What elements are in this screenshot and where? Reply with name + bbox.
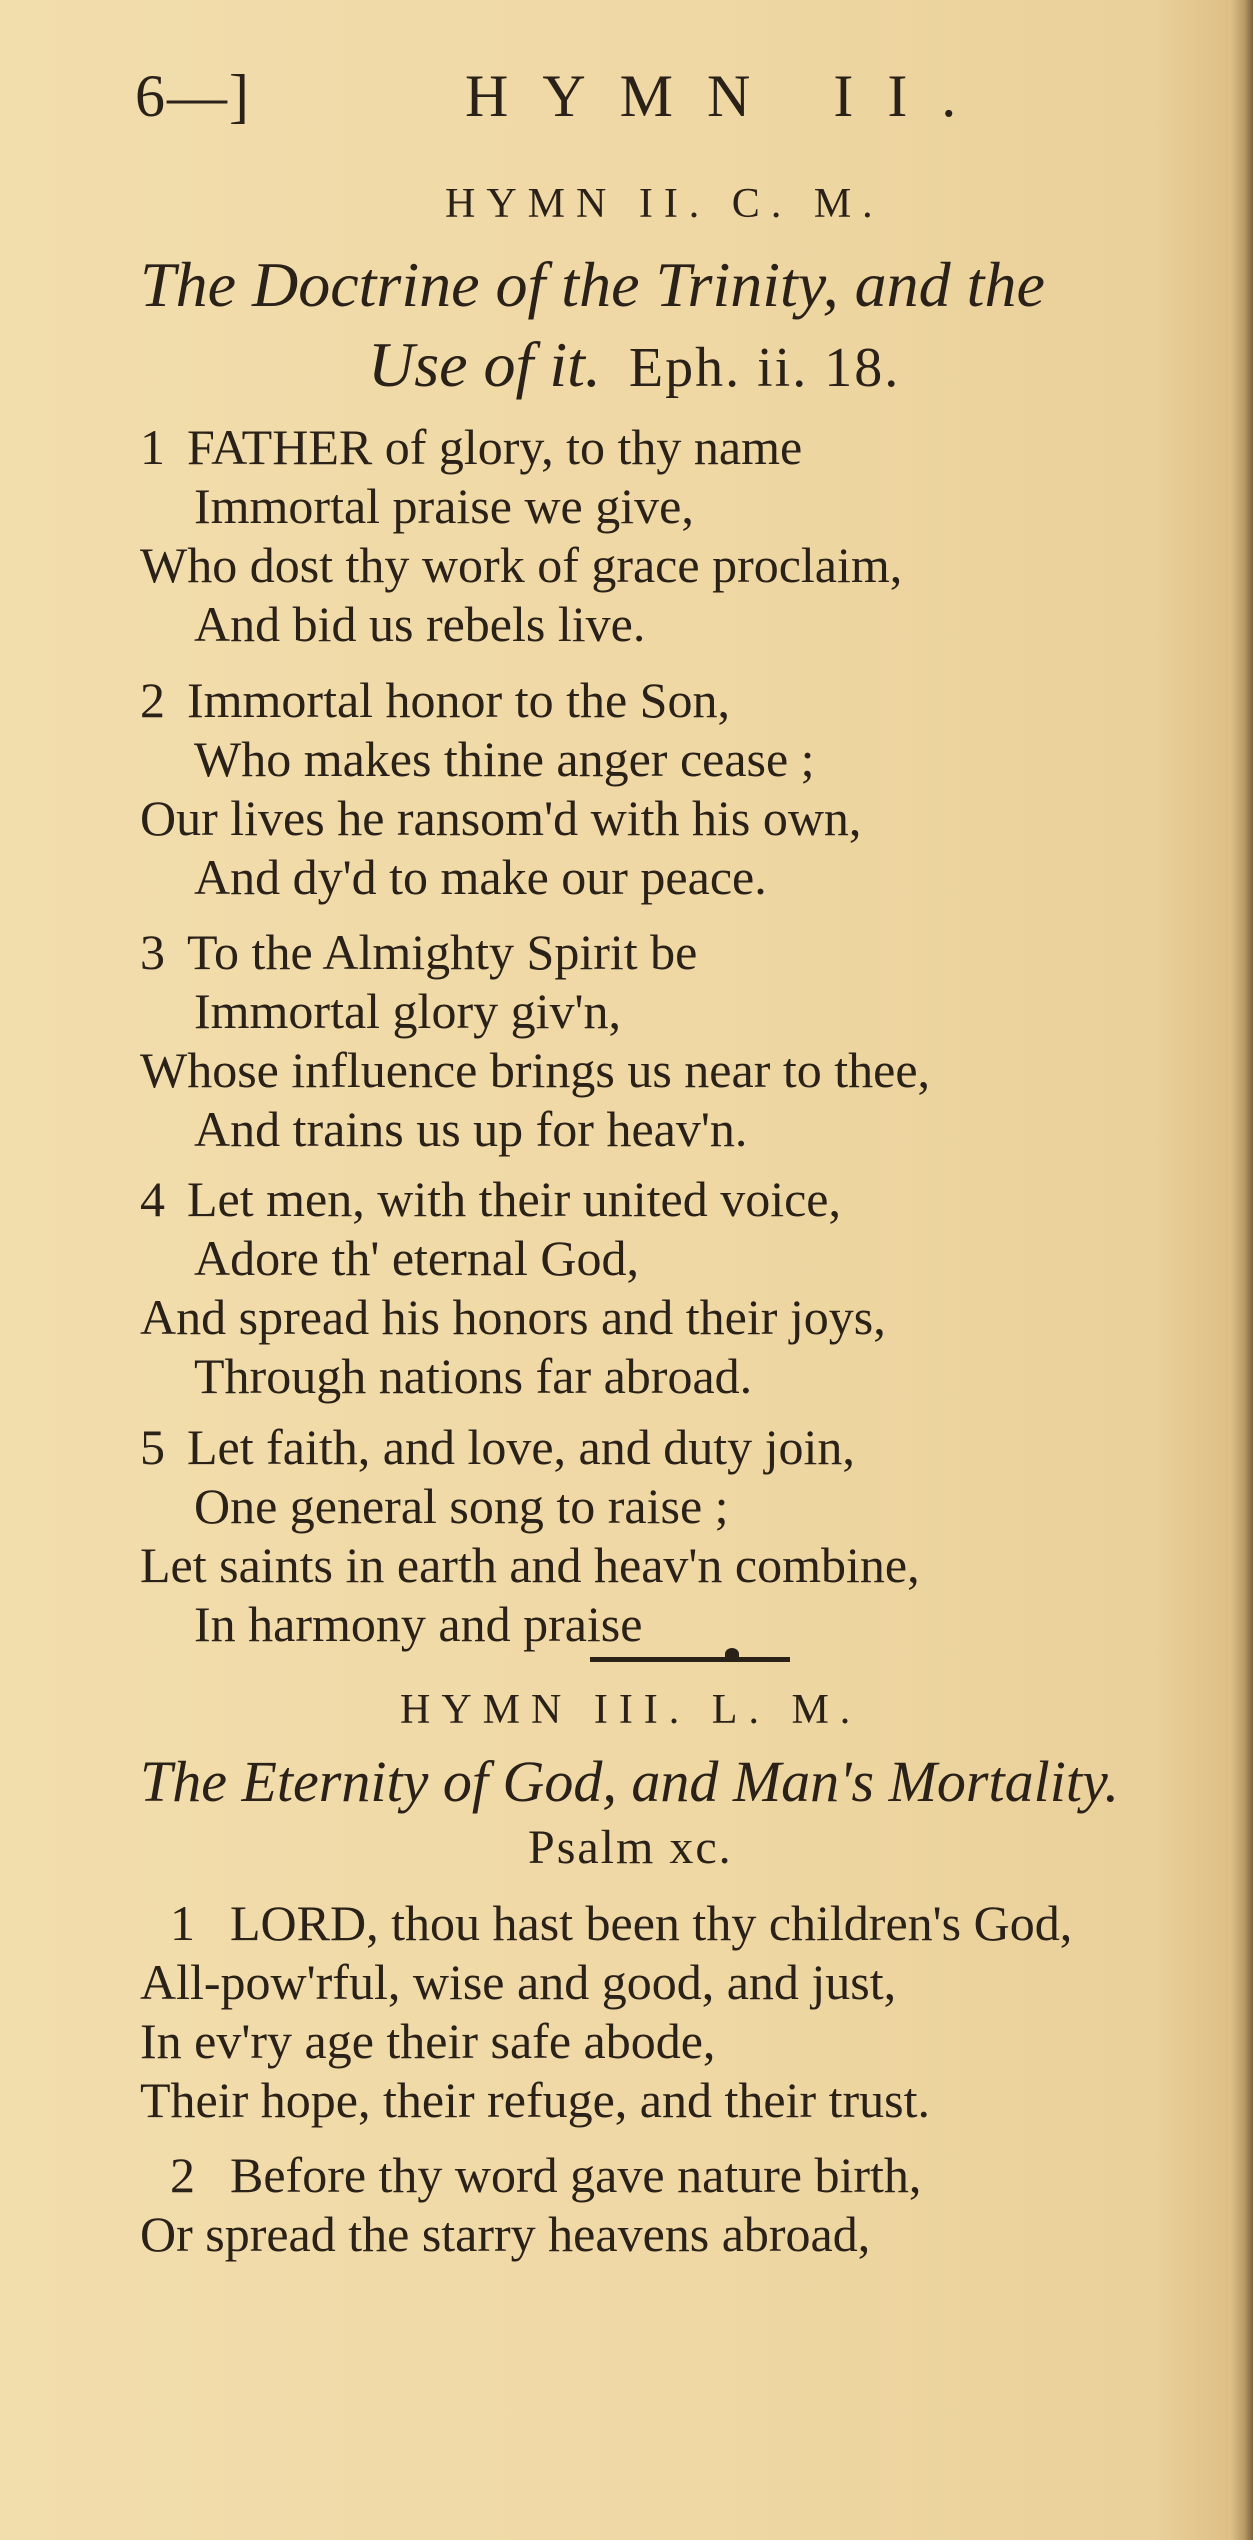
hymn2-title-line2 bbox=[368, 328, 900, 402]
verse-line: Our lives he ransom'd with his own, bbox=[140, 790, 862, 846]
verse-line: And spread his honors and their joys, bbox=[140, 1289, 886, 1345]
verse-line: And dy'd to make our peace. bbox=[194, 849, 767, 905]
verse-line: In harmony and praise bbox=[194, 1596, 643, 1652]
verse-line: And trains us up for heav'n. bbox=[194, 1101, 748, 1157]
verse-number: 2 bbox=[140, 672, 165, 728]
verse-line: Before thy word gave nature birth, bbox=[230, 2147, 922, 2203]
verse-line: Immortal praise we give, bbox=[194, 478, 694, 534]
verse-number: 5 bbox=[140, 1419, 165, 1475]
verse-line: Through nations far abroad. bbox=[194, 1348, 753, 1404]
verse-line: All-pow'rful, wise and good, and just, bbox=[140, 1954, 897, 2010]
verse-line: FATHER of glory, to thy name bbox=[187, 419, 803, 475]
verse-line: In ev'ry age their safe abode, bbox=[140, 2013, 716, 2069]
hymn2-verses bbox=[140, 418, 1200, 1652]
verse-line: One general song to raise ; bbox=[194, 1478, 729, 1534]
verse-line: LORD, thou hast been thy children's God, bbox=[230, 1895, 1073, 1951]
verse-line: To the Almighty Spirit be bbox=[187, 924, 698, 980]
verse-line: Adore th' eternal God, bbox=[194, 1230, 639, 1286]
page-edge-shadow bbox=[1231, 0, 1253, 2540]
running-head bbox=[135, 62, 991, 131]
hymn3-heading: HYMN III. L. M. bbox=[400, 1687, 862, 1733]
hymn2-reference: Eph. ii. 18. bbox=[628, 337, 901, 399]
page-number: 6—] bbox=[135, 63, 251, 129]
verse-line: Let saints in earth and heav'n combine, bbox=[140, 1537, 920, 1593]
verse-line: Who dost thy work of grace proclaim, bbox=[140, 537, 903, 593]
verse-number: 4 bbox=[140, 1171, 165, 1227]
verse-line: Immortal honor to the Son, bbox=[187, 672, 730, 728]
hymn3-reference: Psalm xc. bbox=[528, 1821, 733, 1874]
verse-line: Immortal glory giv'n, bbox=[194, 983, 622, 1039]
running-title: HYMN II. bbox=[465, 63, 991, 129]
verse-line: Whose influence brings us near to thee, bbox=[140, 1042, 931, 1098]
hymn2-heading: HYMN II. C. M. bbox=[445, 181, 884, 227]
verse-line: Or spread the starry heavens abroad, bbox=[140, 2206, 871, 2262]
hymn3-verses bbox=[140, 1894, 1200, 2294]
hymn3-title: The Eternity of God, and Man's Mortality. bbox=[140, 1749, 1120, 1814]
verse-number: 2 bbox=[170, 2147, 195, 2203]
verse-line: Let faith, and love, and duty join, bbox=[187, 1419, 855, 1475]
verse-number: 1 bbox=[170, 1895, 195, 1951]
verse-line: Let men, with their united voice, bbox=[187, 1171, 841, 1227]
verse-number: 3 bbox=[140, 924, 165, 980]
verse-number: 1 bbox=[140, 419, 165, 475]
verse-line: Who makes thine anger cease ; bbox=[194, 731, 815, 787]
hymn2-title-italic: Use of it. bbox=[368, 329, 601, 400]
verse-line: Their hope, their refuge, and their trust. bbox=[140, 2072, 930, 2128]
verse-line: And bid us rebels live. bbox=[194, 596, 646, 652]
hymn2-title-line1: The Doctrine of the Trinity, and the bbox=[140, 249, 1045, 320]
divider-ornament bbox=[725, 1648, 739, 1660]
section-divider bbox=[590, 1657, 790, 1662]
